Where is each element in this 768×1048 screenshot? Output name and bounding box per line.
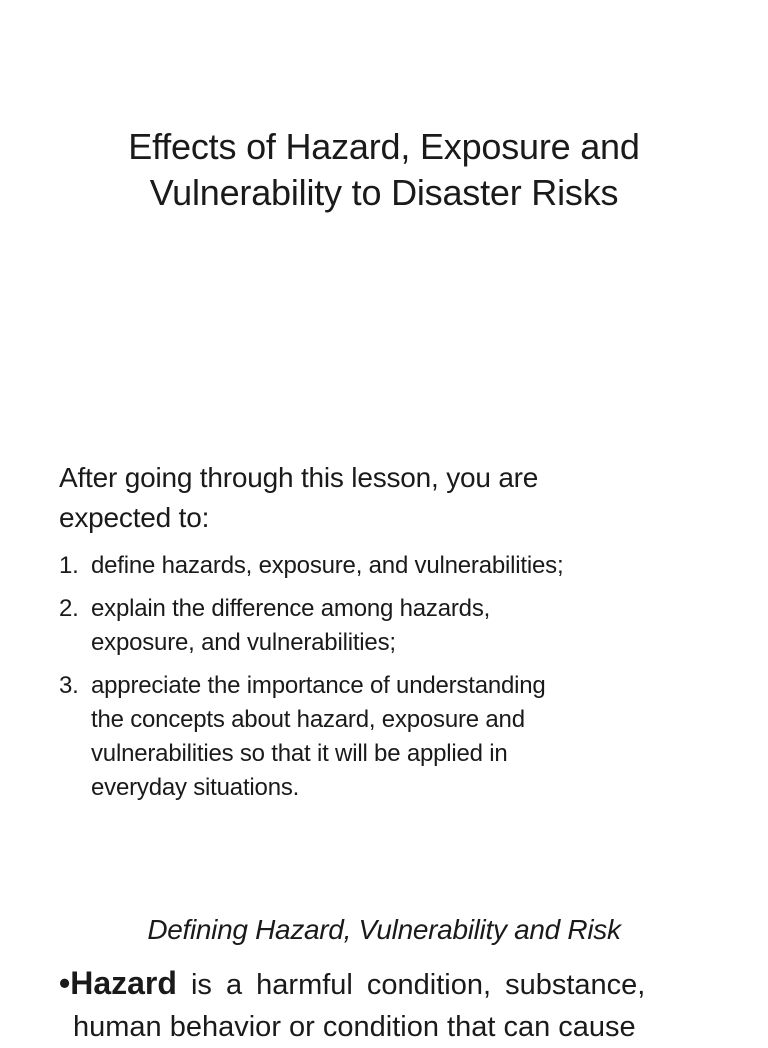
list-item-text: vulnerabilities so that it will be applied in — [91, 740, 508, 767]
intro-line-1: After going through this lesson, you are — [59, 462, 539, 493]
definition-text: is a harmful condition, substance, — [190, 969, 646, 1001]
list-item-text: exposure, and vulnerabilities; — [91, 629, 396, 656]
list-item-text: define hazards, exposure, and vulnerabilities; — [91, 552, 564, 579]
hazard-definition — [59, 962, 709, 1048]
list-item-number: 3. — [59, 672, 79, 699]
list-item-number: 2. — [59, 595, 79, 622]
bullet-icon: • — [59, 965, 71, 1001]
objectives-list — [59, 549, 719, 814]
definition-term: Hazard — [70, 965, 177, 1001]
section-heading: Defining Hazard, Vulnerability and Risk — [147, 914, 621, 945]
slide-title — [40, 124, 728, 216]
list-item — [59, 669, 719, 805]
title-line-2: Vulnerability to Disaster Risks — [149, 172, 619, 213]
list-item-text: appreciate the importance of understanding — [91, 672, 546, 699]
definition-text-line-2: human behavior or condition that can cause — [73, 1011, 636, 1043]
list-item-text: everyday situations. — [91, 774, 300, 801]
intro-line-2: expected to: — [59, 502, 210, 533]
list-item-text: the concepts about hazard, exposure and — [91, 706, 525, 733]
intro-text — [59, 458, 679, 538]
list-item — [59, 549, 719, 583]
list-item-number: 1. — [59, 552, 79, 579]
title-line-1: Effects of Hazard, Exposure and — [128, 126, 640, 167]
list-item — [59, 592, 719, 660]
list-item-text: explain the difference among hazards, — [91, 595, 491, 622]
